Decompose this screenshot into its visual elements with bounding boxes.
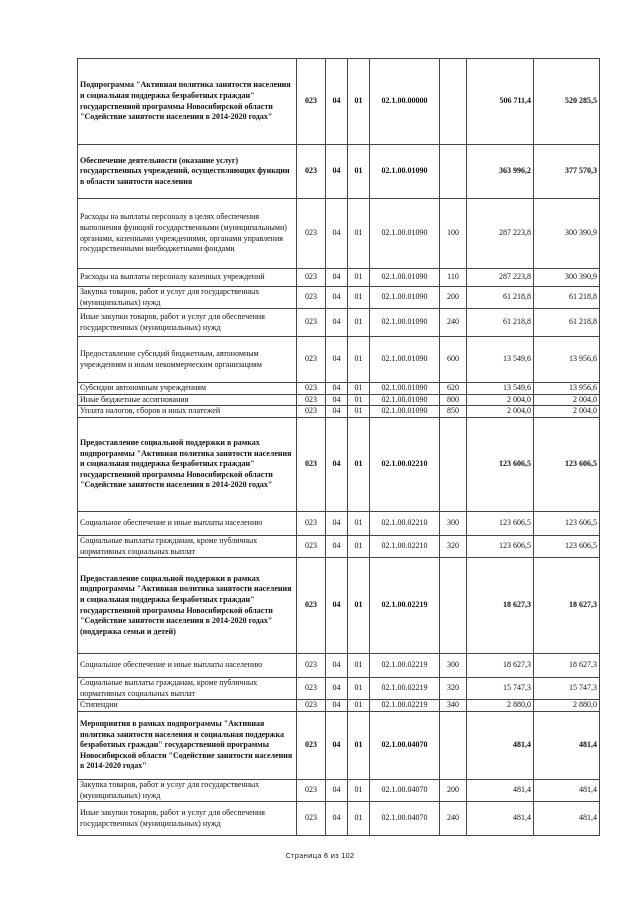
row-amount-year1: 123 606,5 xyxy=(467,511,534,535)
row-ministry-code: 023 xyxy=(297,558,326,654)
row-target-article: 02.1.00.01090 xyxy=(370,287,440,309)
table-row xyxy=(78,337,600,383)
row-section-code: 04 xyxy=(326,309,348,337)
table-row xyxy=(78,511,600,535)
row-ministry-code: 023 xyxy=(297,678,326,700)
row-subsection-code: 01 xyxy=(348,309,370,337)
page-number: Страница 6 из 102 xyxy=(285,852,355,860)
row-amount-year1: 18 627,3 xyxy=(467,558,534,654)
row-section-code: 04 xyxy=(326,337,348,383)
row-name: Социальные выплаты гражданам, кроме публичных нормативных социальных выплат xyxy=(78,535,297,557)
row-target-article: 02.1.00.02219 xyxy=(370,654,440,678)
row-subsection-code: 01 xyxy=(348,199,370,269)
row-expense-type: 320 xyxy=(440,678,467,700)
row-amount-year2: 481,4 xyxy=(534,711,600,779)
table-row xyxy=(78,700,600,712)
row-expense-type: 110 xyxy=(440,269,467,287)
row-section-code: 04 xyxy=(326,59,348,145)
row-section-code: 04 xyxy=(326,654,348,678)
row-target-article: 02.1.00.01090 xyxy=(370,269,440,287)
row-amount-year2: 481,4 xyxy=(534,802,600,836)
row-section-code: 04 xyxy=(326,711,348,779)
row-ministry-code: 023 xyxy=(297,779,326,801)
table-row xyxy=(78,394,600,406)
row-target-article: 02.1.00.02219 xyxy=(370,678,440,700)
row-amount-year1: 2 004,0 xyxy=(467,406,534,418)
row-expense-type xyxy=(440,145,467,199)
row-section-code: 04 xyxy=(326,700,348,712)
row-section-code: 04 xyxy=(326,779,348,801)
row-subsection-code: 01 xyxy=(348,269,370,287)
table-row xyxy=(78,199,600,269)
row-target-article: 02.1.00.02210 xyxy=(370,417,440,511)
row-amount-year2: 2 004,0 xyxy=(534,394,600,406)
row-ministry-code: 023 xyxy=(297,700,326,712)
row-subsection-code: 01 xyxy=(348,779,370,801)
table-row xyxy=(78,711,600,779)
row-section-code: 04 xyxy=(326,394,348,406)
row-amount-year2: 520 285,5 xyxy=(534,59,600,145)
row-section-code: 04 xyxy=(326,678,348,700)
row-amount-year1: 123 606,5 xyxy=(467,535,534,557)
row-name: Иные закупки товаров, работ и услуг для обеспечения государственных (муниципальных) нужд xyxy=(78,309,297,337)
row-amount-year2: 18 627,3 xyxy=(534,558,600,654)
row-target-article: 02.1.00.02210 xyxy=(370,535,440,557)
row-ministry-code: 023 xyxy=(297,145,326,199)
row-expense-type: 300 xyxy=(440,511,467,535)
row-name: Закупка товаров, работ и услуг для государственных (муниципальных) нужд xyxy=(78,779,297,801)
row-name: Расходы на выплаты персоналу в целях обеспечения выполнения функций государственными (муниципальными) органами, казенными учреждениями, органами управления государственными внебюджетными фондами xyxy=(78,199,297,269)
row-target-article: 02.1.00.01090 xyxy=(370,145,440,199)
row-ministry-code: 023 xyxy=(297,337,326,383)
row-expense-type xyxy=(440,59,467,145)
row-expense-type xyxy=(440,417,467,511)
row-name: Социальные выплаты гражданам, кроме публичных нормативных социальных выплат xyxy=(78,678,297,700)
row-subsection-code: 01 xyxy=(348,287,370,309)
row-subsection-code: 01 xyxy=(348,145,370,199)
row-amount-year1: 18 627,3 xyxy=(467,654,534,678)
row-ministry-code: 023 xyxy=(297,802,326,836)
row-amount-year1: 506 711,4 xyxy=(467,59,534,145)
row-section-code: 04 xyxy=(326,145,348,199)
row-amount-year1: 61 218,8 xyxy=(467,309,534,337)
row-amount-year2: 377 570,3 xyxy=(534,145,600,199)
row-subsection-code: 01 xyxy=(348,511,370,535)
table-row xyxy=(78,654,600,678)
row-expense-type: 340 xyxy=(440,700,467,712)
row-amount-year2: 61 218,8 xyxy=(534,287,600,309)
row-amount-year1: 15 747,3 xyxy=(467,678,534,700)
row-expense-type: 320 xyxy=(440,535,467,557)
row-name: Уплата налогов, сборов и иных платежей xyxy=(78,406,297,418)
row-amount-year2: 123 606,5 xyxy=(534,535,600,557)
table-body xyxy=(78,59,600,836)
row-expense-type: 850 xyxy=(440,406,467,418)
budget-table xyxy=(77,58,600,836)
row-name: Закупка товаров, работ и услуг для государственных (муниципальных) нужд xyxy=(78,287,297,309)
page-footer xyxy=(0,852,640,860)
row-expense-type: 240 xyxy=(440,802,467,836)
row-amount-year2: 300 390,9 xyxy=(534,269,600,287)
row-ministry-code: 023 xyxy=(297,654,326,678)
row-amount-year2: 123 606,5 xyxy=(534,511,600,535)
row-subsection-code: 01 xyxy=(348,417,370,511)
table-row xyxy=(78,145,600,199)
row-expense-type: 200 xyxy=(440,287,467,309)
table-row xyxy=(78,535,600,557)
row-target-article: 02.1.00.01090 xyxy=(370,199,440,269)
row-amount-year2: 13 956,6 xyxy=(534,337,600,383)
row-subsection-code: 01 xyxy=(348,406,370,418)
row-expense-type: 240 xyxy=(440,309,467,337)
table-row xyxy=(78,309,600,337)
row-amount-year1: 2 004,0 xyxy=(467,394,534,406)
table-row xyxy=(78,558,600,654)
row-subsection-code: 01 xyxy=(348,711,370,779)
row-section-code: 04 xyxy=(326,269,348,287)
row-amount-year1: 481,4 xyxy=(467,779,534,801)
row-subsection-code: 01 xyxy=(348,337,370,383)
row-section-code: 04 xyxy=(326,511,348,535)
row-name: Социальное обеспечение и иные выплаты населению xyxy=(78,511,297,535)
row-name: Расходы на выплаты персоналу казенных учреждений xyxy=(78,269,297,287)
row-name: Стипендии xyxy=(78,700,297,712)
row-amount-year2: 2 004,0 xyxy=(534,406,600,418)
row-section-code: 04 xyxy=(326,199,348,269)
row-ministry-code: 023 xyxy=(297,417,326,511)
row-name: Иные закупки товаров, работ и услуг для обеспечения государственных (муниципальных) нужд xyxy=(78,802,297,836)
row-section-code: 04 xyxy=(326,287,348,309)
row-amount-year1: 287 223,8 xyxy=(467,199,534,269)
row-amount-year1: 481,4 xyxy=(467,711,534,779)
row-subsection-code: 01 xyxy=(348,802,370,836)
row-section-code: 04 xyxy=(326,406,348,418)
row-expense-type: 100 xyxy=(440,199,467,269)
row-section-code: 04 xyxy=(326,802,348,836)
row-amount-year2: 18 627,3 xyxy=(534,654,600,678)
row-subsection-code: 01 xyxy=(348,383,370,395)
row-subsection-code: 01 xyxy=(348,654,370,678)
row-amount-year1: 287 223,8 xyxy=(467,269,534,287)
row-name: Предоставление социальной поддержки в рамках подпрограммы "Активная политика занятости населения и социальная поддержка безработных граждан" государственной программы Новосибирской области "Содействие занятости населения в 2014-2020 годах" (поддержка семьи и детей) xyxy=(78,558,297,654)
row-amount-year1: 13 549,6 xyxy=(467,383,534,395)
row-target-article: 02.1.00.01090 xyxy=(370,406,440,418)
table-row xyxy=(78,802,600,836)
row-amount-year1: 61 218,8 xyxy=(467,287,534,309)
row-amount-year2: 2 880,0 xyxy=(534,700,600,712)
row-target-article: 02.1.00.02210 xyxy=(370,511,440,535)
row-subsection-code: 01 xyxy=(348,394,370,406)
row-ministry-code: 023 xyxy=(297,309,326,337)
row-subsection-code: 01 xyxy=(348,59,370,145)
table-row xyxy=(78,59,600,145)
row-section-code: 04 xyxy=(326,535,348,557)
row-amount-year1: 2 880,0 xyxy=(467,700,534,712)
row-amount-year1: 123 606,5 xyxy=(467,417,534,511)
row-amount-year2: 15 747,3 xyxy=(534,678,600,700)
row-target-article: 02.1.00.02219 xyxy=(370,558,440,654)
row-name: Предоставление субсидий бюджетным, автономным учреждениям и иным некоммерческим организациям xyxy=(78,337,297,383)
row-target-article: 02.1.00.02219 xyxy=(370,700,440,712)
row-target-article: 02.1.00.04070 xyxy=(370,779,440,801)
row-name: Обеспечение деятельности (оказание услуг) государственных учреждений, осуществляющих функции в области занятости населения xyxy=(78,145,297,199)
table-row xyxy=(78,678,600,700)
row-amount-year2: 123 606,5 xyxy=(534,417,600,511)
row-amount-year1: 481,4 xyxy=(467,802,534,836)
row-ministry-code: 023 xyxy=(297,511,326,535)
row-section-code: 04 xyxy=(326,417,348,511)
table-row xyxy=(78,417,600,511)
row-expense-type: 600 xyxy=(440,337,467,383)
table-row xyxy=(78,383,600,395)
table-row xyxy=(78,269,600,287)
row-subsection-code: 01 xyxy=(348,535,370,557)
row-expense-type xyxy=(440,558,467,654)
row-target-article: 02.1.00.00000 xyxy=(370,59,440,145)
row-amount-year1: 363 996,2 xyxy=(467,145,534,199)
table-row xyxy=(78,406,600,418)
row-ministry-code: 023 xyxy=(297,394,326,406)
row-ministry-code: 023 xyxy=(297,711,326,779)
row-expense-type: 620 xyxy=(440,383,467,395)
row-expense-type: 300 xyxy=(440,654,467,678)
row-section-code: 04 xyxy=(326,383,348,395)
row-ministry-code: 023 xyxy=(297,406,326,418)
row-name: Субсидии автономным учреждениям xyxy=(78,383,297,395)
row-ministry-code: 023 xyxy=(297,535,326,557)
row-name: Предоставление социальной поддержки в рамках подпрограммы "Активная политика занятости населения и социальная поддержка безработных граждан" государственной программы Новосибирской области "Содействие занятости населения в 2014-2020 годах" xyxy=(78,417,297,511)
row-section-code: 04 xyxy=(326,558,348,654)
row-target-article: 02.1.00.01090 xyxy=(370,337,440,383)
row-name: Подпрограмма "Активная политика занятости населения и социальная поддержка безработных граждан" государственной программы Новосибирской области "Содействие занятости населения в 2014-2020 годах" xyxy=(78,59,297,145)
row-amount-year2: 61 218,8 xyxy=(534,309,600,337)
row-name: Иные бюджетные ассигнования xyxy=(78,394,297,406)
row-ministry-code: 023 xyxy=(297,383,326,395)
row-ministry-code: 023 xyxy=(297,59,326,145)
row-subsection-code: 01 xyxy=(348,558,370,654)
row-target-article: 02.1.00.04070 xyxy=(370,802,440,836)
row-amount-year2: 481,4 xyxy=(534,779,600,801)
row-amount-year1: 13 549,6 xyxy=(467,337,534,383)
row-expense-type: 800 xyxy=(440,394,467,406)
row-expense-type: 200 xyxy=(440,779,467,801)
row-amount-year2: 13 956,6 xyxy=(534,383,600,395)
row-name: Мероприятия в рамках подпрограммы "Активная политика занятости населения и социальная поддержка безработных граждан" государственной программы Новосибирской области "Содействие занятости населения в 2014-2020 годах" xyxy=(78,711,297,779)
row-target-article: 02.1.00.01090 xyxy=(370,309,440,337)
row-subsection-code: 01 xyxy=(348,678,370,700)
row-ministry-code: 023 xyxy=(297,269,326,287)
row-ministry-code: 023 xyxy=(297,287,326,309)
row-target-article: 02.1.00.04070 xyxy=(370,711,440,779)
table-row xyxy=(78,779,600,801)
row-amount-year2: 300 390,9 xyxy=(534,199,600,269)
row-subsection-code: 01 xyxy=(348,700,370,712)
row-target-article: 02.1.00.01090 xyxy=(370,383,440,395)
row-name: Социальное обеспечение и иные выплаты населению xyxy=(78,654,297,678)
row-ministry-code: 023 xyxy=(297,199,326,269)
row-target-article: 02.1.00.01090 xyxy=(370,394,440,406)
table-row xyxy=(78,287,600,309)
row-expense-type xyxy=(440,711,467,779)
